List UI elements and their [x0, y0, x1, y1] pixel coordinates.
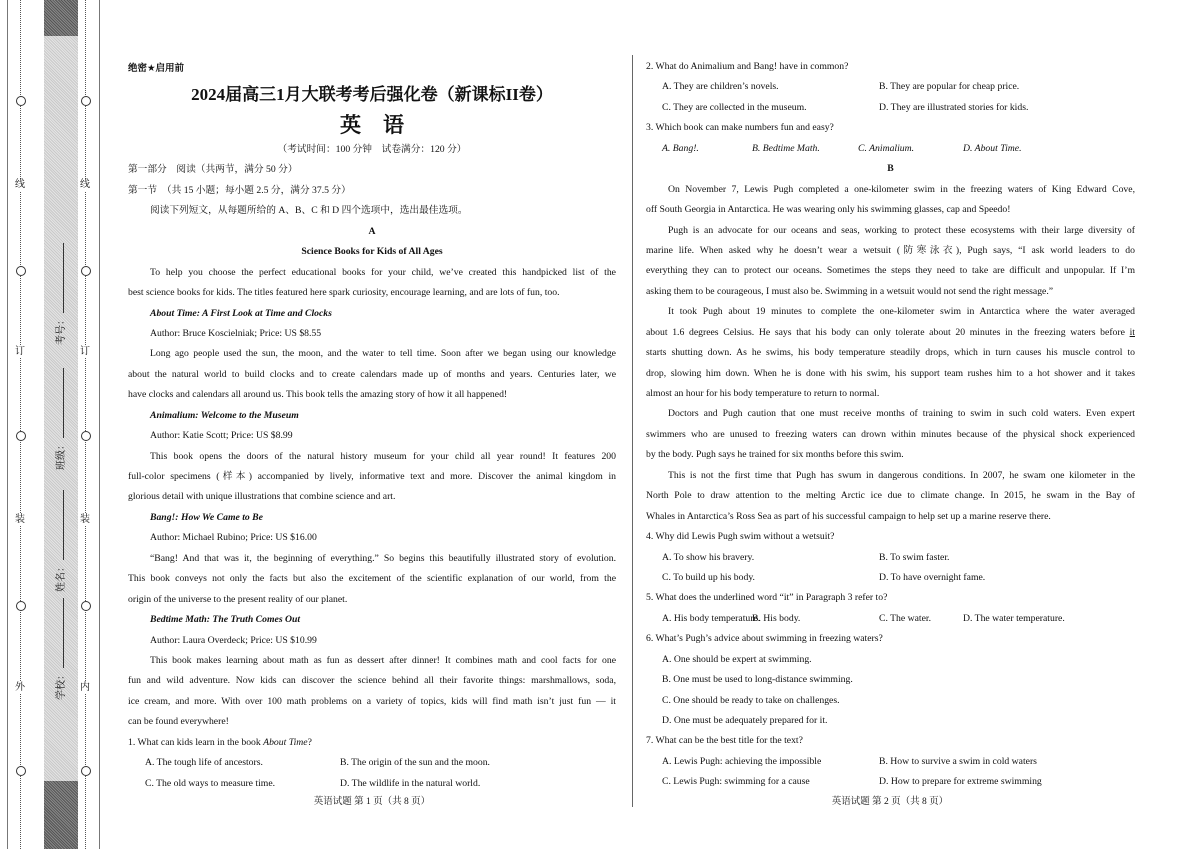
- left-column: [128, 59, 616, 794]
- paragraph-line: ice cream, and more. With over 100 math problems on a variety of topics, kids will find math isn’t just fun — it: [128, 695, 616, 707]
- paragraph-line: On November 7, Lewis Pugh completed a one-kilometer swim in the freezing waters of King Edward Cove,: [668, 183, 1135, 195]
- options-row: [646, 691, 1135, 711]
- answer-option[interactable]: B. One must be used to long-distance swimming.: [662, 674, 853, 686]
- text: about 1.6 degrees Celsius. He says that his body can only tolerate about 20 minutes in the freezing waters before: [646, 326, 1130, 338]
- answer-option[interactable]: C. To build up his body.: [662, 571, 755, 583]
- answer-option[interactable]: B. His body.: [752, 612, 801, 624]
- paragraph-line: everything they can to protect our oceans. Sometimes the steps they need to take are difficult and unpopular. If I’m: [646, 265, 1135, 277]
- answer-option[interactable]: C. The old ways to measure time.: [145, 777, 276, 789]
- answer-option[interactable]: A. His body temperature.: [662, 612, 761, 624]
- paragraph-line: [646, 323, 1135, 343]
- paragraph-line: marine life. When asked why he doesn’t wear a wetsuit (防寒泳衣), Pugh says, “I ask world leaders to do: [646, 244, 1135, 256]
- answer-option[interactable]: B. How to survive a swim in cold waters: [879, 755, 1037, 767]
- section-heading: A: [368, 225, 376, 237]
- answer-option[interactable]: A. They are children’s novels.: [662, 81, 779, 93]
- question: [128, 733, 616, 753]
- book-title: About Time: A First Look at Time and Clocks: [150, 307, 332, 319]
- answer-option[interactable]: A. Bang!.: [662, 142, 699, 154]
- binding-mark: 线: [80, 179, 90, 190]
- section-heading: 第一节 （共 15 小题；每小题 2.5 分，满分 37.5 分）: [128, 184, 351, 196]
- text-line: Whales in Antarctica’s Ross Sea as part of his successful campaign to help set up a marine reserve there.: [646, 510, 1051, 522]
- paragraph-line: This book conveys not only the facts but also the excitement of the scientific explanation of our world, from the: [128, 573, 616, 585]
- paragraph-line: starts shutting down. As he swims, his body temperature steadily drops, which in turn causes his muscle control to: [646, 347, 1135, 359]
- paragraph-line: This is not the first time that Pugh has swum in dangerous conditions. In 2007, he swam one kilometer in the: [668, 469, 1135, 481]
- column-divider: [632, 55, 633, 807]
- answer-option[interactable]: D. How to prepare for extreme swimming: [879, 776, 1042, 788]
- answer-option[interactable]: B. The origin of the sun and the moon.: [340, 757, 490, 769]
- binding-circle-icon: [81, 266, 91, 276]
- answer-option[interactable]: B. Bedtime Math.: [752, 142, 820, 154]
- exam-title: 2024届高三1月大联考考后强化卷（新课标II卷）: [191, 85, 553, 104]
- author-line: Author: Bruce Koscielniak; Price: US $8.55: [150, 327, 322, 339]
- text-line: 7. What can be the best title for the text?: [646, 735, 803, 747]
- binding-mark: 线: [15, 179, 25, 190]
- answer-option[interactable]: D. To have overnight fame.: [879, 571, 986, 583]
- options-row: [646, 752, 1135, 772]
- paragraph-line: This book makes learning about math as fun as dessert after dinner! It combines math and cool facts for one: [150, 654, 616, 666]
- answer-option[interactable]: D. The wildlife in the natural world.: [340, 777, 481, 789]
- outer-dotted-line: [20, 0, 21, 849]
- author-line: Author: Michael Rubino; Price: US $16.00: [150, 532, 317, 544]
- text-line: can be found everywhere!: [128, 716, 229, 728]
- field-label: 考号：: [56, 315, 67, 345]
- binding-circle-icon: [81, 766, 91, 776]
- class-field[interactable]: [52, 368, 67, 470]
- part-heading: 第一部分 阅读（共两节，满分 50 分）: [128, 164, 298, 176]
- text-line: 4. Why did Lewis Pugh swim without a wetsuit?: [646, 531, 835, 543]
- options-row: [128, 774, 616, 794]
- text-line: off South Georgia in Antarctica. He was wearing only his swimming glasses, cap and Speedo!: [646, 204, 1011, 216]
- paragraph-line: It took Pugh about 19 minutes to complete the one-kilometer swim in Antarctica where the water averaged: [668, 306, 1135, 318]
- answer-option[interactable]: A. One should be expert at swimming.: [662, 653, 812, 665]
- answer-option[interactable]: A. To show his bravery.: [662, 551, 755, 563]
- text-line: by the body. Pugh says he trained for six months before this swim.: [646, 449, 904, 461]
- binding-mark: 装: [80, 514, 90, 525]
- book-name: About Time: [263, 736, 308, 748]
- text-line: 5. What does the underlined word “it” in Paragraph 3 refer to?: [646, 592, 888, 604]
- page-footer-1: 英语试题 第 1 页（共 8 页）: [313, 797, 431, 807]
- answer-option[interactable]: D. One must be adequately prepared for it.: [662, 715, 828, 726]
- binding-circle-icon: [16, 601, 26, 611]
- paragraph-line: Long ago people used the sun, the moon, and the water to tell time. Soon after we began using our knowledge: [150, 348, 616, 360]
- binding-mark: 内: [80, 682, 90, 693]
- answer-option[interactable]: C. They are collected in the museum.: [662, 101, 807, 113]
- binding-circle-icon: [81, 431, 91, 441]
- text-line: best science books for kids. The titles featured here spark curiosity, encourage learning, and are lots of fun, too.: [128, 287, 560, 299]
- paragraph-line: North Pole to draw attention to the melting Arctic ice due to climate change. In 2015, he swam in the Bay of: [646, 490, 1135, 502]
- exam-info: （考试时间：100 分钟 试卷满分：120 分）: [277, 144, 467, 155]
- options-row: [646, 711, 1135, 731]
- options-row: [646, 650, 1135, 670]
- answer-option[interactable]: D. They are illustrated stories for kids.: [879, 101, 1029, 113]
- options-row: [646, 77, 1135, 97]
- options-row: [646, 98, 1135, 118]
- options-row: [128, 753, 616, 773]
- paragraph-line: drop, slowing him down. When he is done with his swim, his support team rushes him to a hot shower and it takes: [646, 367, 1135, 379]
- paragraph-line: Doctors and Pugh caution that one must receive months of training to swim in such cold waters. Even expert: [668, 408, 1135, 420]
- field-label: 班级：: [56, 440, 67, 470]
- text-line: glorious detail with unique illustrations that combine science and art.: [128, 491, 396, 503]
- paragraph-line: Pugh is an advocate for our oceans and seas, working to protect these ecosystems with their large diversity of: [668, 224, 1135, 236]
- question-text: ?: [307, 736, 312, 748]
- text-line: 6. What’s Pugh’s advice about swimming in freezing waters?: [646, 633, 883, 645]
- binding-circle-icon: [16, 96, 26, 106]
- field-label: 学校：: [56, 670, 67, 700]
- text-line: 3. Which book can make numbers fun and easy?: [646, 122, 834, 134]
- text-line: have clocks and calendars all around us. This book tells the amazing story of how it all happened!: [128, 389, 508, 401]
- binding-circle-icon: [81, 601, 91, 611]
- subject-title: 英语: [340, 113, 426, 137]
- options-row: [646, 609, 1135, 629]
- binding-mark: 外: [15, 682, 25, 693]
- field-label: 姓名：: [56, 562, 67, 592]
- answer-option[interactable]: D. The water temperature.: [963, 612, 1065, 624]
- name-field[interactable]: [52, 490, 67, 592]
- book-title: Animalium: Welcome to the Museum: [150, 409, 299, 421]
- options-row: [646, 568, 1135, 588]
- answer-option[interactable]: C. The water.: [879, 612, 932, 624]
- book-title: Bedtime Math: The Truth Comes Out: [150, 614, 301, 626]
- binding-circle-icon: [16, 266, 26, 276]
- section-heading: B: [887, 163, 894, 175]
- school-field[interactable]: [52, 598, 67, 700]
- options-row: [646, 139, 1135, 159]
- section-heading: Science Books for Kids of All Ages: [301, 246, 443, 258]
- instruction: 阅读下列短文，从每题所给的 A、B、C 和 D 四个选项中，选出最佳选项。: [150, 205, 468, 217]
- binding-mark: 订: [80, 346, 90, 357]
- text-line: almost an hour for his body temperature to return to normal.: [646, 388, 880, 399]
- answer-option[interactable]: C. One should be ready to take on challenges.: [662, 694, 840, 706]
- paragraph-line: This book opens the doors of the natural history museum for your child all year round! It features 200: [150, 450, 616, 462]
- paragraph-line: “Bang! And that was it, the beginning of everything.” So begins this beautifully illustrated story of evolution.: [150, 552, 616, 564]
- text-line: origin of the universe to the present reality of our planet.: [128, 593, 348, 605]
- options-row: [646, 670, 1135, 690]
- exam-number-field[interactable]: [52, 243, 67, 345]
- book-title: Bang!: How We Came to Be: [150, 511, 263, 523]
- confidential-label: 绝密★启用前: [128, 63, 185, 74]
- answer-option[interactable]: B. They are popular for cheap price.: [879, 81, 1020, 93]
- binding-circle-icon: [81, 96, 91, 106]
- answer-option[interactable]: D. About Time.: [963, 142, 1022, 154]
- paragraph-line: swimmers who are unused to freezing waters can drown within minutes because of the physical shock experienced: [646, 428, 1135, 440]
- page-footer-2: 英语试题 第 2 页（共 8 页）: [831, 797, 949, 807]
- author-line: Author: Laura Overdeck; Price: US $10.99: [150, 634, 317, 646]
- options-row: [646, 772, 1135, 792]
- question-text: 1. What can kids learn in the book: [128, 736, 264, 748]
- options-row: [646, 548, 1135, 568]
- answer-option[interactable]: C. Lewis Pugh: swimming for a cause: [662, 776, 810, 788]
- answer-option[interactable]: B. To swim faster.: [879, 551, 950, 563]
- text-line: asking them to be courageous, I must also be. Swimming in a wetsuit would not send the right message.”: [646, 285, 1054, 297]
- paragraph-line: full-color specimens (样本) accompanied by lively, informative text and more. Discover the animal kingdom in: [128, 471, 616, 482]
- paragraph-line: fun and wild adventure. Now kids can discover the science behind all their favorite things: marshmallows, soda,: [128, 675, 616, 687]
- binding-margin: [7, 0, 100, 849]
- answer-option[interactable]: C. Animalium.: [858, 142, 915, 154]
- question: [646, 57, 1135, 77]
- question-text: 2. What do Animalium and Bang! have in common?: [646, 61, 849, 72]
- binding-circle-icon: [16, 431, 26, 441]
- underlined-word: it: [1129, 326, 1135, 338]
- binding-mark: 订: [15, 346, 25, 357]
- binding-circle-icon: [16, 766, 26, 776]
- inner-dotted-line: [85, 0, 86, 849]
- author-line: Author: Katie Scott; Price: US $8.99: [150, 430, 293, 442]
- binding-mark: 装: [15, 514, 25, 525]
- answer-option[interactable]: A. The tough life of ancestors.: [145, 757, 263, 769]
- paragraph-line: To help you choose the perfect educational books for your child, we’ve created this handpicked list of the: [150, 266, 616, 278]
- right-column: [646, 57, 1135, 793]
- answer-option[interactable]: A. Lewis Pugh: achieving the impossible: [662, 755, 822, 767]
- paragraph-line: about the natural world to build clocks and to create calendars made up of months and years. Centuries later, we: [128, 368, 616, 380]
